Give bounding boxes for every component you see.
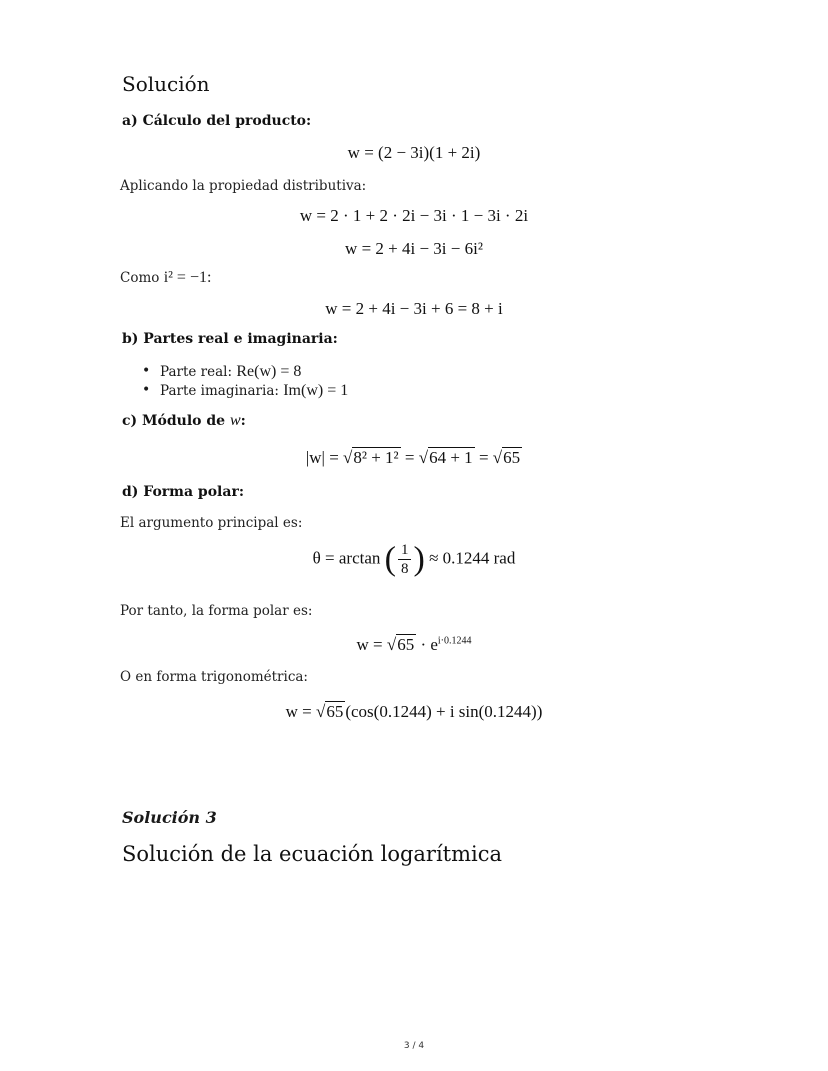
section-b-title: b) Partes real e imaginaria: [122, 331, 338, 347]
trig-right: (cos(0.1244) + i sin(0.1244)) [345, 702, 543, 721]
fraction-numerator: 1 [398, 541, 412, 560]
page-heading: Solución [122, 72, 210, 96]
list-item-math: Im(w) = 1 [283, 382, 349, 399]
text-como [120, 269, 211, 287]
polar-exp-base: · e [416, 635, 438, 654]
argument-left: θ = arctan [312, 548, 381, 568]
text-como-prefix: Como [120, 270, 164, 286]
list-item-label: Parte imaginaria: [160, 383, 284, 399]
modulus-left: |w| = [305, 448, 344, 467]
solution-3-label: Solución 3 [122, 808, 217, 827]
equation-expanded: w = 2 · 1 + 2 · 2i − 3i · 1 − 3i · 2i [299, 206, 529, 225]
equation-modulus: |w| = √8² + 1² = √64 + 1 = √65 [305, 448, 521, 467]
modulus-radicand-3: 65 [503, 448, 521, 467]
fraction [398, 541, 412, 578]
list-item-math: Re(w) = 8 [236, 363, 302, 380]
list-item [140, 362, 348, 381]
text-como-math: i² = −1: [163, 269, 212, 286]
equation-trig: w = √65 (cos(0.1244) + i sin(0.1244)) [285, 702, 543, 721]
section-a-title: a) Cálculo del producto: [122, 113, 312, 129]
equation-polar: $w = √65 \cdot e^{i\cdot 0.1244}$ [356, 635, 472, 654]
text-trig: O en forma trigonométrica: [120, 669, 308, 685]
section-c-title-suffix: : [240, 413, 246, 429]
section-c-title-var: w [229, 412, 241, 429]
section-d-title: d) Forma polar: [122, 484, 244, 500]
polar-left: w = [356, 635, 387, 654]
list-item [140, 381, 348, 400]
modulus-radicand-2: 64 + 1 [429, 448, 473, 467]
equation-simplified: w = 2 + 4i − 3i − 6i² [345, 239, 483, 258]
text-distributive: Aplicando la propiedad distributiva: [120, 178, 367, 194]
fraction-denominator: 8 [400, 561, 409, 577]
trig-left: w = [285, 702, 316, 721]
equation-argument: θ = arctan ( $\frac{1}{8}$ ) ≈ 0.1244 rad [312, 540, 516, 578]
text-argument: El argumento principal es: [120, 515, 303, 531]
equation-product: w = (2 − 3i)(1 + 2i) [347, 143, 481, 162]
solution-3-title: Solución de la ecuación logarítmica [122, 842, 503, 866]
text-polar: Por tanto, la forma polar es: [120, 603, 313, 619]
argument-right: ≈ 0.1244 rad [424, 548, 516, 568]
parts-list [140, 362, 348, 400]
modulus-radicand-1: 8² + 1² [353, 448, 399, 467]
trig-radicand: 65 [326, 702, 344, 721]
section-c-title-prefix: c) Módulo de [122, 413, 230, 429]
modulus-eq-1: = [400, 448, 419, 467]
section-c-title [122, 412, 246, 430]
list-item-label: Parte real: [160, 364, 237, 380]
equation-result: w = 2 + 4i − 3i + 6 = 8 + i [325, 299, 503, 318]
polar-exponent: i·0.1244 [437, 635, 472, 647]
page-number: 3 / 4 [403, 1041, 425, 1051]
modulus-eq-2: = [474, 448, 493, 467]
polar-radicand: 65 [397, 635, 415, 654]
